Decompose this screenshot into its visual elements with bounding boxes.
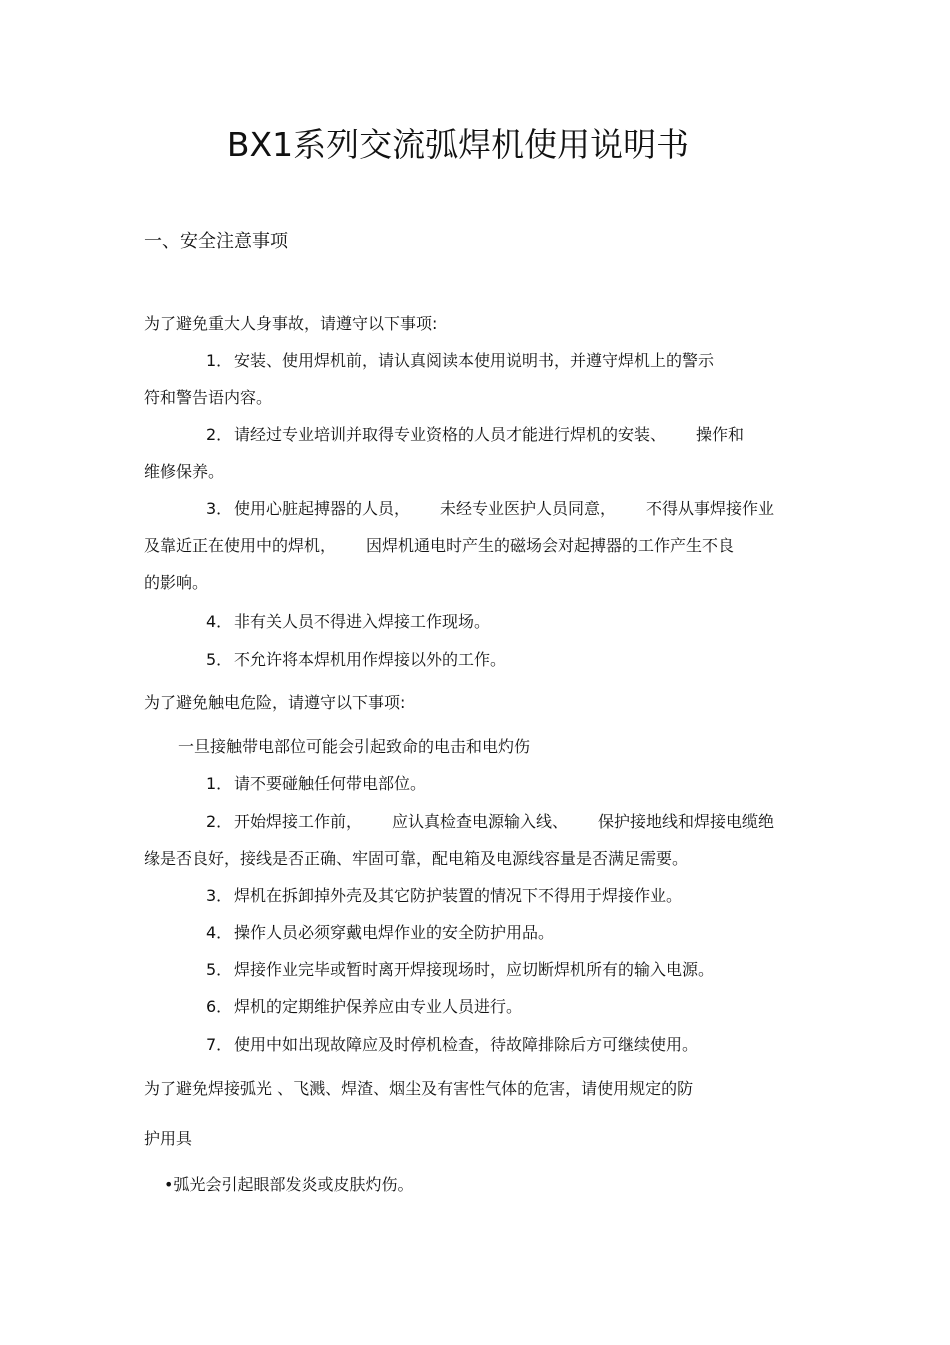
injury-item-4 [206, 611, 490, 633]
item-text: 因焊机通电时产生的磁场会对起搏器的工作产生不良 [366, 536, 735, 555]
item-text: 不允许将本焊机用作焊接以外的工作。 [234, 650, 507, 669]
shock-item-5 [206, 959, 714, 981]
item-text: 及靠近正在使用中的焊机， [144, 536, 337, 555]
item-number: 3． [206, 886, 233, 905]
shock-item-7 [206, 1034, 698, 1056]
item-number: 4． [206, 923, 233, 942]
item-text: 焊接作业完毕或暂时离开焊接现场时，应切断焊机所有的输入电源。 [234, 960, 715, 979]
arc-intro-line-1: 为了避免焊接弧光 、飞溅、焊渣、烟尘及有害性气体的危害，请使用规定的防 [144, 1079, 694, 1098]
item-number: 4． [206, 612, 233, 631]
shock-note: 一旦接触带电部位可能会引起致命的电击和电灼伤 [178, 737, 531, 756]
item-number: 6． [206, 997, 233, 1016]
injury-item-3-line-2 [144, 535, 734, 557]
shock-item-2-line-1 [206, 811, 774, 833]
shock-item-6 [206, 996, 522, 1018]
arc-intro-line-2: 护用具 [144, 1129, 193, 1148]
item-number: 1． [206, 774, 233, 793]
item-text: 焊机在拆卸掉外壳及其它防护装置的情况下不得用于焊接作业。 [234, 886, 683, 905]
injury-item-2-line-2: 维修保养。 [144, 462, 225, 481]
item-text: 使用中如出现故障应及时停机检查，待故障排除后方可继续使用。 [234, 1035, 699, 1054]
item-number: 3． [206, 499, 233, 518]
shock-item-3 [206, 885, 682, 907]
injury-item-1-line-2: 符和警告语内容。 [144, 388, 273, 407]
item-text: 使用心脏起搏器的人员， [234, 499, 411, 518]
item-text: 非有关人员不得进入焊接工作现场。 [234, 612, 491, 631]
item-number: 2． [206, 812, 233, 831]
item-number: 5． [206, 650, 233, 669]
item-text: 请经过专业培训并取得专业资格的人员才能进行焊机的安装、 [234, 425, 667, 444]
injury-item-5 [206, 649, 506, 671]
injury-item-3-line-1 [206, 498, 774, 520]
injury-item-1-line-1 [206, 350, 714, 372]
item-text: 焊机的定期维护保养应由专业人员进行。 [234, 997, 523, 1016]
item-number: 2． [206, 425, 233, 444]
item-text: 应认真检查电源输入线、 [392, 812, 569, 831]
item-text: 操作和 [696, 425, 745, 444]
item-text: 操作人员必须穿戴电焊作业的安全防护用品。 [234, 923, 555, 942]
item-text: 不得从事焊接作业 [646, 499, 775, 518]
shock-item-2-line-2: 缘是否良好，接线是否正确、牢固可靠，配电箱及电源线容量是否满足需要。 [144, 849, 689, 868]
item-text: 未经专业医护人员同意， [440, 499, 617, 518]
item-text: 开始焊接工作前， [234, 812, 363, 831]
shock-intro: 为了避免触电危险，请遵守以下事项: [144, 693, 406, 712]
shock-item-1 [206, 773, 426, 795]
item-text: 请不要碰触任何带电部位。 [234, 774, 427, 793]
injury-item-2-line-1 [206, 424, 744, 446]
item-number: 7． [206, 1035, 233, 1054]
shock-item-4 [206, 922, 554, 944]
arc-bullet-item: •弧光会引起眼部发炎或皮肤灼伤。 [164, 1175, 414, 1194]
item-number: 5． [206, 960, 233, 979]
injury-intro: 为了避免重大人身事故，请遵守以下事项: [144, 314, 438, 333]
item-text: 安装、使用焊机前，请认真阅读本使用说明书，并遵守焊机上的警示 [234, 351, 715, 370]
section-heading: 一、安全注意事项 [144, 231, 288, 252]
injury-item-3-line-3: 的影响。 [144, 573, 209, 592]
item-number: 1． [206, 351, 233, 370]
item-text: 保护接地线和焊接电缆绝 [598, 812, 775, 831]
document-title: BX1系列交流弧焊机使用说明书 [226, 125, 690, 164]
